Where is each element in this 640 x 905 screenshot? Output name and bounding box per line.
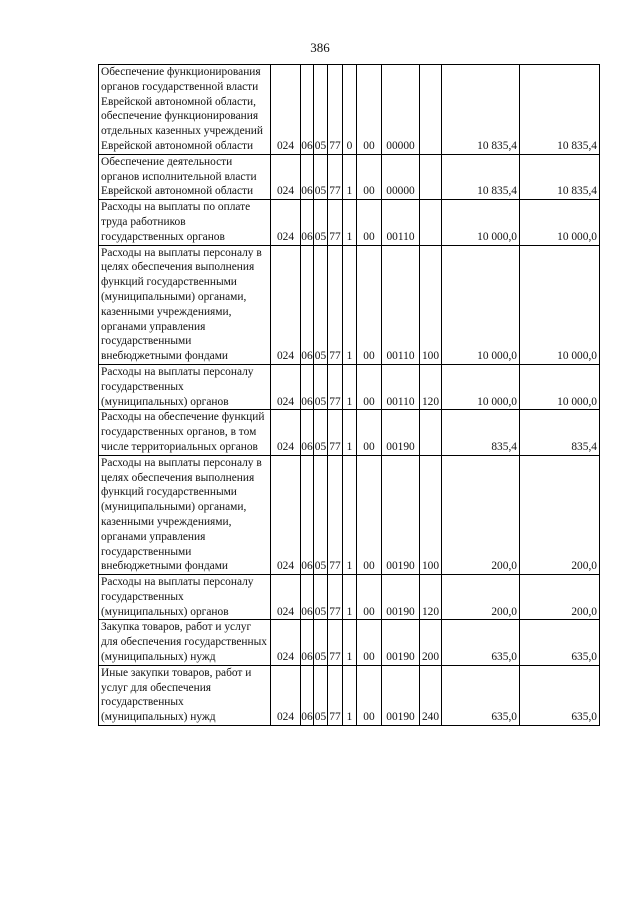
budget-table (98, 64, 600, 726)
direction-code: 00 (357, 154, 382, 199)
subprogram-code: 1 (343, 200, 357, 245)
direction-code: 00 (357, 65, 382, 155)
amount-1: 200,0 (442, 575, 520, 620)
subprogram-code: 1 (343, 620, 357, 665)
subsection-code: 05 (314, 575, 328, 620)
table-row (99, 364, 600, 409)
amount-1: 200,0 (442, 455, 520, 574)
program-code: 77 (328, 245, 343, 364)
table-row (99, 410, 600, 455)
section-code: 06 (301, 200, 314, 245)
direction-code: 00 (357, 665, 382, 725)
row-name: Расходы на выплаты персоналу государственных (муниципальных) органов (99, 364, 271, 409)
expense-code: 00110 (382, 364, 420, 409)
row-name: Расходы на обеспечение функций государственных органов, в том числе территориальных органов (99, 410, 271, 455)
amount-1: 10 000,0 (442, 245, 520, 364)
program-code: 77 (328, 410, 343, 455)
amount-2: 10 000,0 (520, 364, 600, 409)
ministry-code: 024 (271, 620, 301, 665)
section-code: 06 (301, 575, 314, 620)
section-code: 06 (301, 364, 314, 409)
subprogram-code: 1 (343, 245, 357, 364)
subprogram-code: 1 (343, 665, 357, 725)
subsection-code: 05 (314, 200, 328, 245)
ministry-code: 024 (271, 200, 301, 245)
amount-2: 635,0 (520, 620, 600, 665)
table-row (99, 200, 600, 245)
expense-code: 00190 (382, 620, 420, 665)
ministry-code: 024 (271, 455, 301, 574)
expense-code: 00000 (382, 65, 420, 155)
expense-code: 00190 (382, 455, 420, 574)
subsection-code: 05 (314, 665, 328, 725)
row-name: Расходы на выплаты по оплате труда работников государственных органов (99, 200, 271, 245)
expense-code: 00190 (382, 575, 420, 620)
amount-1: 10 000,0 (442, 200, 520, 245)
section-code: 06 (301, 65, 314, 155)
expense-type-code: 120 (420, 575, 442, 620)
direction-code: 00 (357, 410, 382, 455)
subprogram-code: 1 (343, 364, 357, 409)
amount-2: 10 835,4 (520, 65, 600, 155)
expense-type-code (420, 154, 442, 199)
expense-type-code: 120 (420, 364, 442, 409)
direction-code: 00 (357, 245, 382, 364)
amount-2: 10 835,4 (520, 154, 600, 199)
row-name: Обеспечение функционирования органов государственной власти Еврейской автономной области, обеспечение функционирования отдельных казенных учреждений Еврейской автономной области (99, 65, 271, 155)
subsection-code: 05 (314, 65, 328, 155)
expense-type-code (420, 200, 442, 245)
direction-code: 00 (357, 620, 382, 665)
section-code: 06 (301, 665, 314, 725)
subsection-code: 05 (314, 154, 328, 199)
expense-type-code: 200 (420, 620, 442, 665)
table-row (99, 65, 600, 155)
table-row (99, 455, 600, 574)
ministry-code: 024 (271, 575, 301, 620)
ministry-code: 024 (271, 410, 301, 455)
table-row (99, 575, 600, 620)
ministry-code: 024 (271, 154, 301, 199)
section-code: 06 (301, 154, 314, 199)
amount-1: 835,4 (442, 410, 520, 455)
expense-type-code (420, 410, 442, 455)
subprogram-code: 1 (343, 154, 357, 199)
amount-2: 635,0 (520, 665, 600, 725)
expense-type-code: 100 (420, 455, 442, 574)
ministry-code: 024 (271, 364, 301, 409)
amount-1: 635,0 (442, 620, 520, 665)
table-row (99, 665, 600, 725)
row-name: Обеспечение деятельности органов исполнительной власти Еврейской автономной области (99, 154, 271, 199)
subprogram-code: 0 (343, 65, 357, 155)
section-code: 06 (301, 620, 314, 665)
row-name: Иные закупки товаров, работ и услуг для обеспечения государственных (муниципальных) нужд (99, 665, 271, 725)
section-code: 06 (301, 455, 314, 574)
amount-2: 10 000,0 (520, 200, 600, 245)
amount-1: 635,0 (442, 665, 520, 725)
budget-table-body (99, 65, 600, 726)
program-code: 77 (328, 154, 343, 199)
row-name: Расходы на выплаты персоналу государственных (муниципальных) органов (99, 575, 271, 620)
direction-code: 00 (357, 455, 382, 574)
program-code: 77 (328, 665, 343, 725)
expense-code: 00000 (382, 154, 420, 199)
subsection-code: 05 (314, 620, 328, 665)
table-row (99, 245, 600, 364)
amount-1: 10 835,4 (442, 65, 520, 155)
subprogram-code: 1 (343, 455, 357, 574)
program-code: 77 (328, 200, 343, 245)
expense-code: 00110 (382, 200, 420, 245)
expense-code: 00190 (382, 665, 420, 725)
subsection-code: 05 (314, 245, 328, 364)
direction-code: 00 (357, 364, 382, 409)
expense-code: 00110 (382, 245, 420, 364)
expense-type-code: 240 (420, 665, 442, 725)
expense-type-code: 100 (420, 245, 442, 364)
subprogram-code: 1 (343, 575, 357, 620)
expense-code: 00190 (382, 410, 420, 455)
ministry-code: 024 (271, 665, 301, 725)
program-code: 77 (328, 620, 343, 665)
table-row (99, 154, 600, 199)
row-name: Закупка товаров, работ и услуг для обеспечения государственных (муниципальных) нужд (99, 620, 271, 665)
page-number: 386 (310, 40, 330, 55)
amount-1: 10 000,0 (442, 364, 520, 409)
amount-2: 200,0 (520, 455, 600, 574)
subprogram-code: 1 (343, 410, 357, 455)
program-code: 77 (328, 65, 343, 155)
program-code: 77 (328, 455, 343, 574)
direction-code: 00 (357, 575, 382, 620)
amount-2: 835,4 (520, 410, 600, 455)
subsection-code: 05 (314, 410, 328, 455)
section-code: 06 (301, 245, 314, 364)
row-name: Расходы на выплаты персоналу в целях обеспечения выполнения функций государственными (муниципальными) органами, казенными учреждениями, органами управления государственными внебюджетными фондами (99, 455, 271, 574)
table-row (99, 620, 600, 665)
subsection-code: 05 (314, 455, 328, 574)
row-name: Расходы на выплаты персоналу в целях обеспечения выполнения функций государственными (муниципальными) органами, казенными учреждениями, органами управления государственными внебюджетными фондами (99, 245, 271, 364)
amount-2: 200,0 (520, 575, 600, 620)
amount-2: 10 000,0 (520, 245, 600, 364)
expense-type-code (420, 65, 442, 155)
program-code: 77 (328, 364, 343, 409)
subsection-code: 05 (314, 364, 328, 409)
program-code: 77 (328, 575, 343, 620)
amount-1: 10 835,4 (442, 154, 520, 199)
ministry-code: 024 (271, 65, 301, 155)
direction-code: 00 (357, 200, 382, 245)
ministry-code: 024 (271, 245, 301, 364)
section-code: 06 (301, 410, 314, 455)
